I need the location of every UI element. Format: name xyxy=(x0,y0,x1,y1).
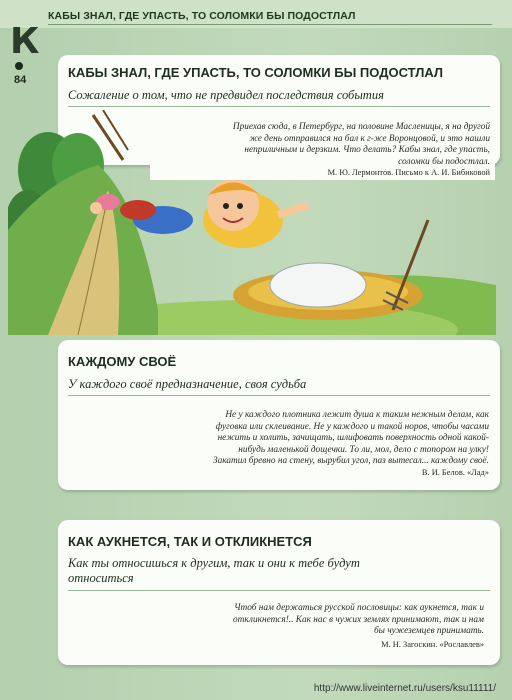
quote-attribution-2: В. И. Белов. «Лад» xyxy=(421,468,489,477)
quote-line: Не у каждого плотника лежит душа к таким нежным делам, как xyxy=(225,410,489,420)
entry-card-3 xyxy=(58,520,500,665)
quote-line: фуговка или склеивание. Не у каждого и такой норов, чтобы часами xyxy=(215,421,489,432)
quote-line: нибудь маленькой дощечки. То ли, мол, дело с топором на улку! xyxy=(238,444,489,455)
quote-block-3 xyxy=(64,603,484,638)
quote-block-2 xyxy=(64,410,489,468)
running-header: КАБЫ ЗНАЛ, ГДЕ УПАСТЬ, ТО СОЛОМКИ БЫ ПОДОСТЛАЛ xyxy=(48,10,356,22)
quote-line: Чтоб нам держаться русской пословицы: как аукнется, так и xyxy=(234,603,484,613)
quote-line: Приехав сюда, в Петербург, на половине Масленицы, я на другой xyxy=(232,122,490,132)
entry-card-2 xyxy=(58,340,500,490)
entry-meaning-line-2: относиться xyxy=(68,571,134,585)
quote-line: неприличным и дерзким. Что делать? Кабы знал, где упасть, xyxy=(244,145,490,156)
bullet-icon xyxy=(15,62,23,70)
quote-line: соломки бы подостлал. xyxy=(398,156,490,167)
entry-meaning-line-1: Как ты относишься к другим, так и они к тебе будут xyxy=(68,556,360,570)
quote-line: Закатил бревно на стену, вырубил угол, паз вытесал... каждому своё. xyxy=(213,456,489,467)
divider xyxy=(68,590,490,591)
quote-attribution-3: М. Н. Загоскин. «Рославлев» xyxy=(381,640,484,649)
entry-meaning: Сожаление о том, что не предвидел последствия события xyxy=(68,88,384,102)
divider xyxy=(68,106,490,107)
header-divider xyxy=(48,24,492,25)
quote-line: бы чужеземцев принимать. xyxy=(373,626,484,637)
divider xyxy=(68,395,490,396)
page-number: 84 xyxy=(14,74,27,86)
section-letter: К xyxy=(10,21,40,62)
boy-figure-icon xyxy=(120,179,308,248)
watermark-url: http://www.liveinternet.ru/users/ksu11111/ xyxy=(313,683,496,694)
quote-line: откликнется!.. Как нас в чужих землях принимают, так и нам xyxy=(233,614,484,625)
quote-block-1 xyxy=(150,122,490,168)
quote-line: нежить и холить, зачищать, шлифовать поверхность одной какой- xyxy=(217,433,489,444)
entry-title: КАБЫ ЗНАЛ, ГДЕ УПАСТЬ, ТО СОЛОМКИ БЫ ПОДОСТЛАЛ xyxy=(68,65,444,80)
entry-title: КАЖДОМУ СВОЁ xyxy=(68,354,177,369)
entry-title: КАК АУКНЕТСЯ, ТАК И ОТКЛИКНЕТСЯ xyxy=(68,534,312,549)
quote-line: же день отправился на бал к г-же Воронцовой, и это нашли xyxy=(249,133,490,144)
entry-meaning: У каждого своё предназначение, своя судьба xyxy=(68,377,307,391)
quote-attribution-1: М. Ю. Лермонтов. Письмо к А. И. Бибиковой xyxy=(327,168,490,177)
